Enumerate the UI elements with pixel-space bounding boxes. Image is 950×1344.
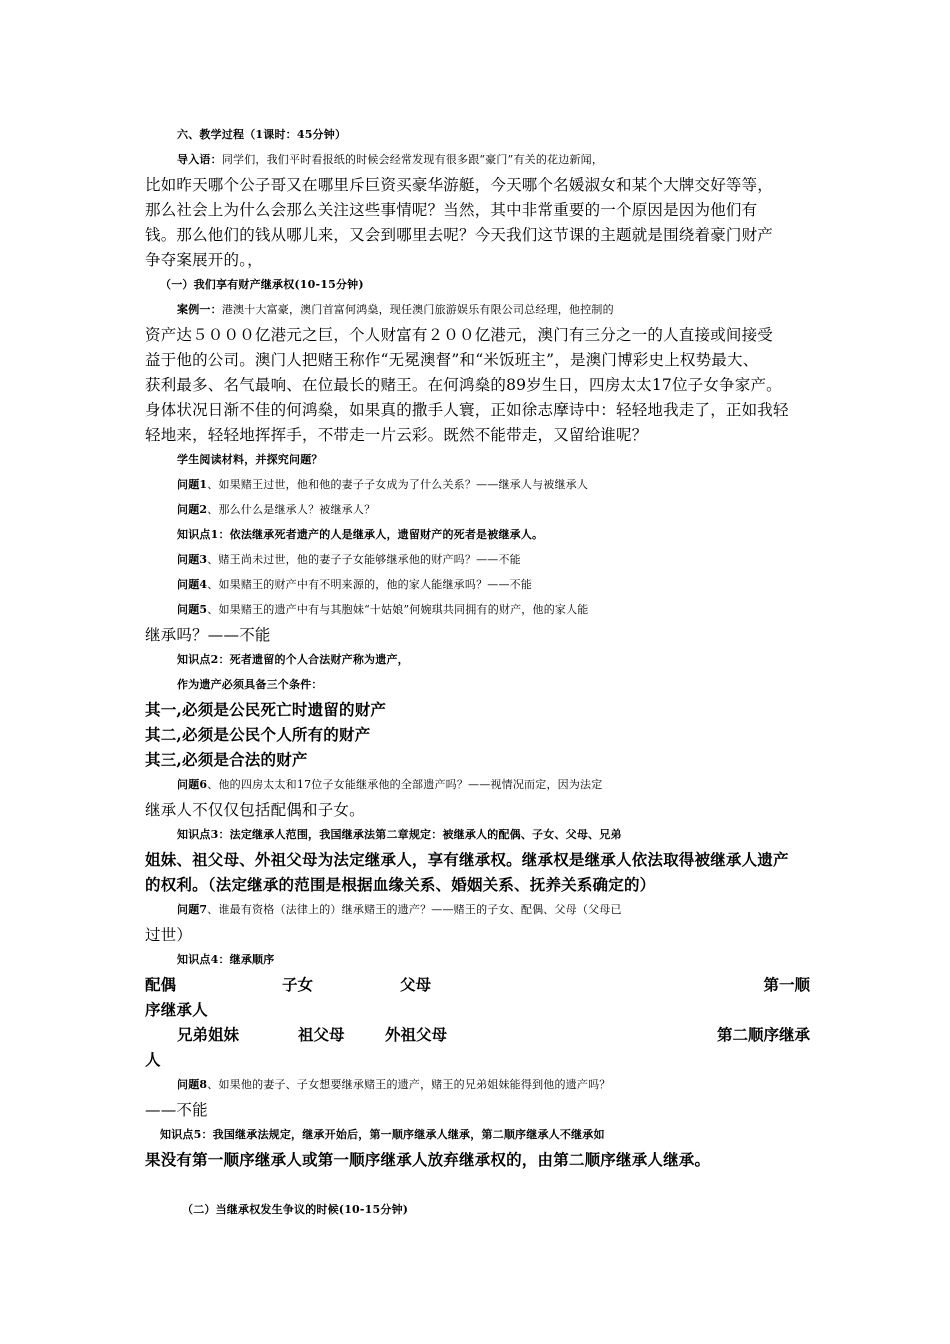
question-5-line-2: 继承吗？——不能 <box>145 626 271 644</box>
question-7-line-2: 过世） <box>145 926 193 944</box>
question-8-line-2: ——不能 <box>145 1101 208 1119</box>
second-order-row <box>145 1023 810 1047</box>
knowledge-point-1: 知识点1：依法继承死者遗产的人是继承人，遗留财产的死者是被继承人。 <box>177 528 544 541</box>
question-1: 问题1、如果赌王过世，他和他的妻子子女成为了什么关系？——继承人与被继承人 <box>177 478 589 491</box>
part1-heading: （一）我们享有财产继承权(10-15分钟) <box>160 278 364 291</box>
case1-line-2: 资产达５０００亿港元之巨，个人财富有２００亿港元，澳门有三分之一的人直接或间接受 <box>145 326 774 344</box>
case1-line-4: 获利最多、名气最响、在位最长的赌王。在何鸿燊的89岁生日，四房太太17位子女争家产。 <box>145 376 782 394</box>
question-2: 问题2、那么什么是继承人？被继承人？ <box>177 503 376 516</box>
knowledge-point-4: 知识点4：继承顺序 <box>177 953 275 966</box>
first-order-parents: 父母 <box>400 975 432 994</box>
second-order-label: 第二顺序继承 <box>716 1025 810 1044</box>
question-6-line-2: 继承人不仅仅包括配偶和子女。 <box>145 801 365 819</box>
intro-line-4: 钱。那么他们的钱从哪儿来，又会到哪里去呢？今天我们这节课的主题就是围绕着豪门财产 <box>145 226 774 244</box>
case1-line-1: 案例一：港澳十大富豪，澳门首富何鸿燊，现任澳门旅游娱乐有限公司总经理，他控制的 <box>177 303 614 316</box>
second-order-label-wrap: 人 <box>145 1050 161 1069</box>
student-task: 学生阅读材料，并探究问题？ <box>177 453 323 466</box>
intro-line-3: 那么社会上为什么会那么关注这些事情呢？当然，其中非常重要的一个原因是因为他们有 <box>145 201 758 219</box>
case1-label: 案例一： <box>177 303 222 316</box>
knowledge-point-2: 知识点2：死者遗留的个人合法财产称为遗产， <box>177 653 409 666</box>
knowledge-point-3-line-2: 姐妹、祖父母、外祖父母为法定继承人，享有继承权。继承权是继承人依法取得被继承人遗产 <box>145 850 789 869</box>
case1-line-3: 益于他的公司。澳门人把赌王称作“无冕澳督”和“米饭班主”，是澳门博彩史上权势最大、 <box>145 351 759 369</box>
case1-line-6: 轻地来，轻轻地挥挥手，不带走一片云彩。既然不能带走，又留给谁呢？ <box>145 426 648 444</box>
knowledge-point-5-line-2: 果没有第一顺序继承人或第一顺序继承人放弃继承权的，由第二顺序继承人继承。 <box>145 1150 711 1169</box>
intro-line-2: 比如昨天哪个公子哥又在哪里斥巨资买豪华游艇，今天哪个名媛淑女和某个大牌交好等等， <box>145 176 774 194</box>
question-4: 问题4、如果赌王的财产中有不明来源的，他的家人能继承吗？——不能 <box>177 578 533 591</box>
knowledge-point-3: 知识点3：法定继承人范围，我国继承法第二章规定：被继承人的配偶、子女、父母、兄弟 <box>177 828 622 841</box>
second-order-maternal-grandparents: 外祖父母 <box>385 1025 448 1044</box>
case1-line-5: 身体状况日渐不佳的何鸿燊，如果真的撒手人寰，正如徐志摩诗中：轻轻地我走了，正如我轻 <box>145 401 789 419</box>
question-7: 问题7、谁最有资格（法律上的）继承赌王的遗产？——赌王的子女、配偶、父母（父母已 <box>177 903 622 916</box>
knowledge-point-2-line-2: 作为遗产必须具备三个条件： <box>177 678 323 691</box>
question-3: 问题3、赌王尚未过世，他的妻子子女能够继承他的财产吗？——不能 <box>177 553 521 566</box>
condition-2: 其二,必须是公民个人所有的财产 <box>145 725 371 744</box>
second-order-grandparents: 祖父母 <box>298 1025 345 1044</box>
first-order-row <box>145 973 810 997</box>
intro-line-1: 导入语：同学们，我们平时看报纸的时候会经常发现有很多跟“豪门”有关的花边新闻， <box>177 153 604 166</box>
condition-3: 其三,必须是合法的财产 <box>145 750 308 769</box>
intro-line-5: 争夺案展开的。， <box>145 251 263 269</box>
intro-label: 导入语： <box>177 153 222 166</box>
first-order-spouse: 配偶 <box>145 975 177 994</box>
question-8: 问题8、如果他的妻子、子女想要继承赌王的遗产，赌王的兄弟姐妹能得到他的遗产吗？ <box>177 1078 611 1091</box>
first-order-label: 第一顺 <box>763 975 810 994</box>
first-order-label-wrap: 序继承人 <box>145 1000 208 1019</box>
part2-heading: （二）当继承权发生争议的时候(10-15分钟) <box>182 1203 409 1216</box>
condition-1: 其一,必须是公民死亡时遗留的财产 <box>145 700 387 719</box>
question-6: 问题6、他的四房太太和17位子女能继承他的全部遗产吗？——视情况而定，因为法定 <box>177 778 603 791</box>
first-order-children: 子女 <box>282 975 314 994</box>
question-5: 问题5、如果赌王的遗产中有与其胞妹“十姑娘”何婉琪共同拥有的财产，他的家人能 <box>177 603 589 616</box>
section-heading: 六、教学过程（1课时：45分钟） <box>177 128 347 141</box>
knowledge-point-5: 知识点5：我国继承法规定，继承开始后，第一顺序继承人继承，第二顺序继承人不继承如 <box>160 1128 605 1141</box>
knowledge-point-3-line-3: 的权利。（法定继承的范围是根据血缘关系、婚姻关系、抚养关系确定的） <box>145 875 656 894</box>
second-order-siblings: 兄弟姐妹 <box>177 1025 240 1044</box>
